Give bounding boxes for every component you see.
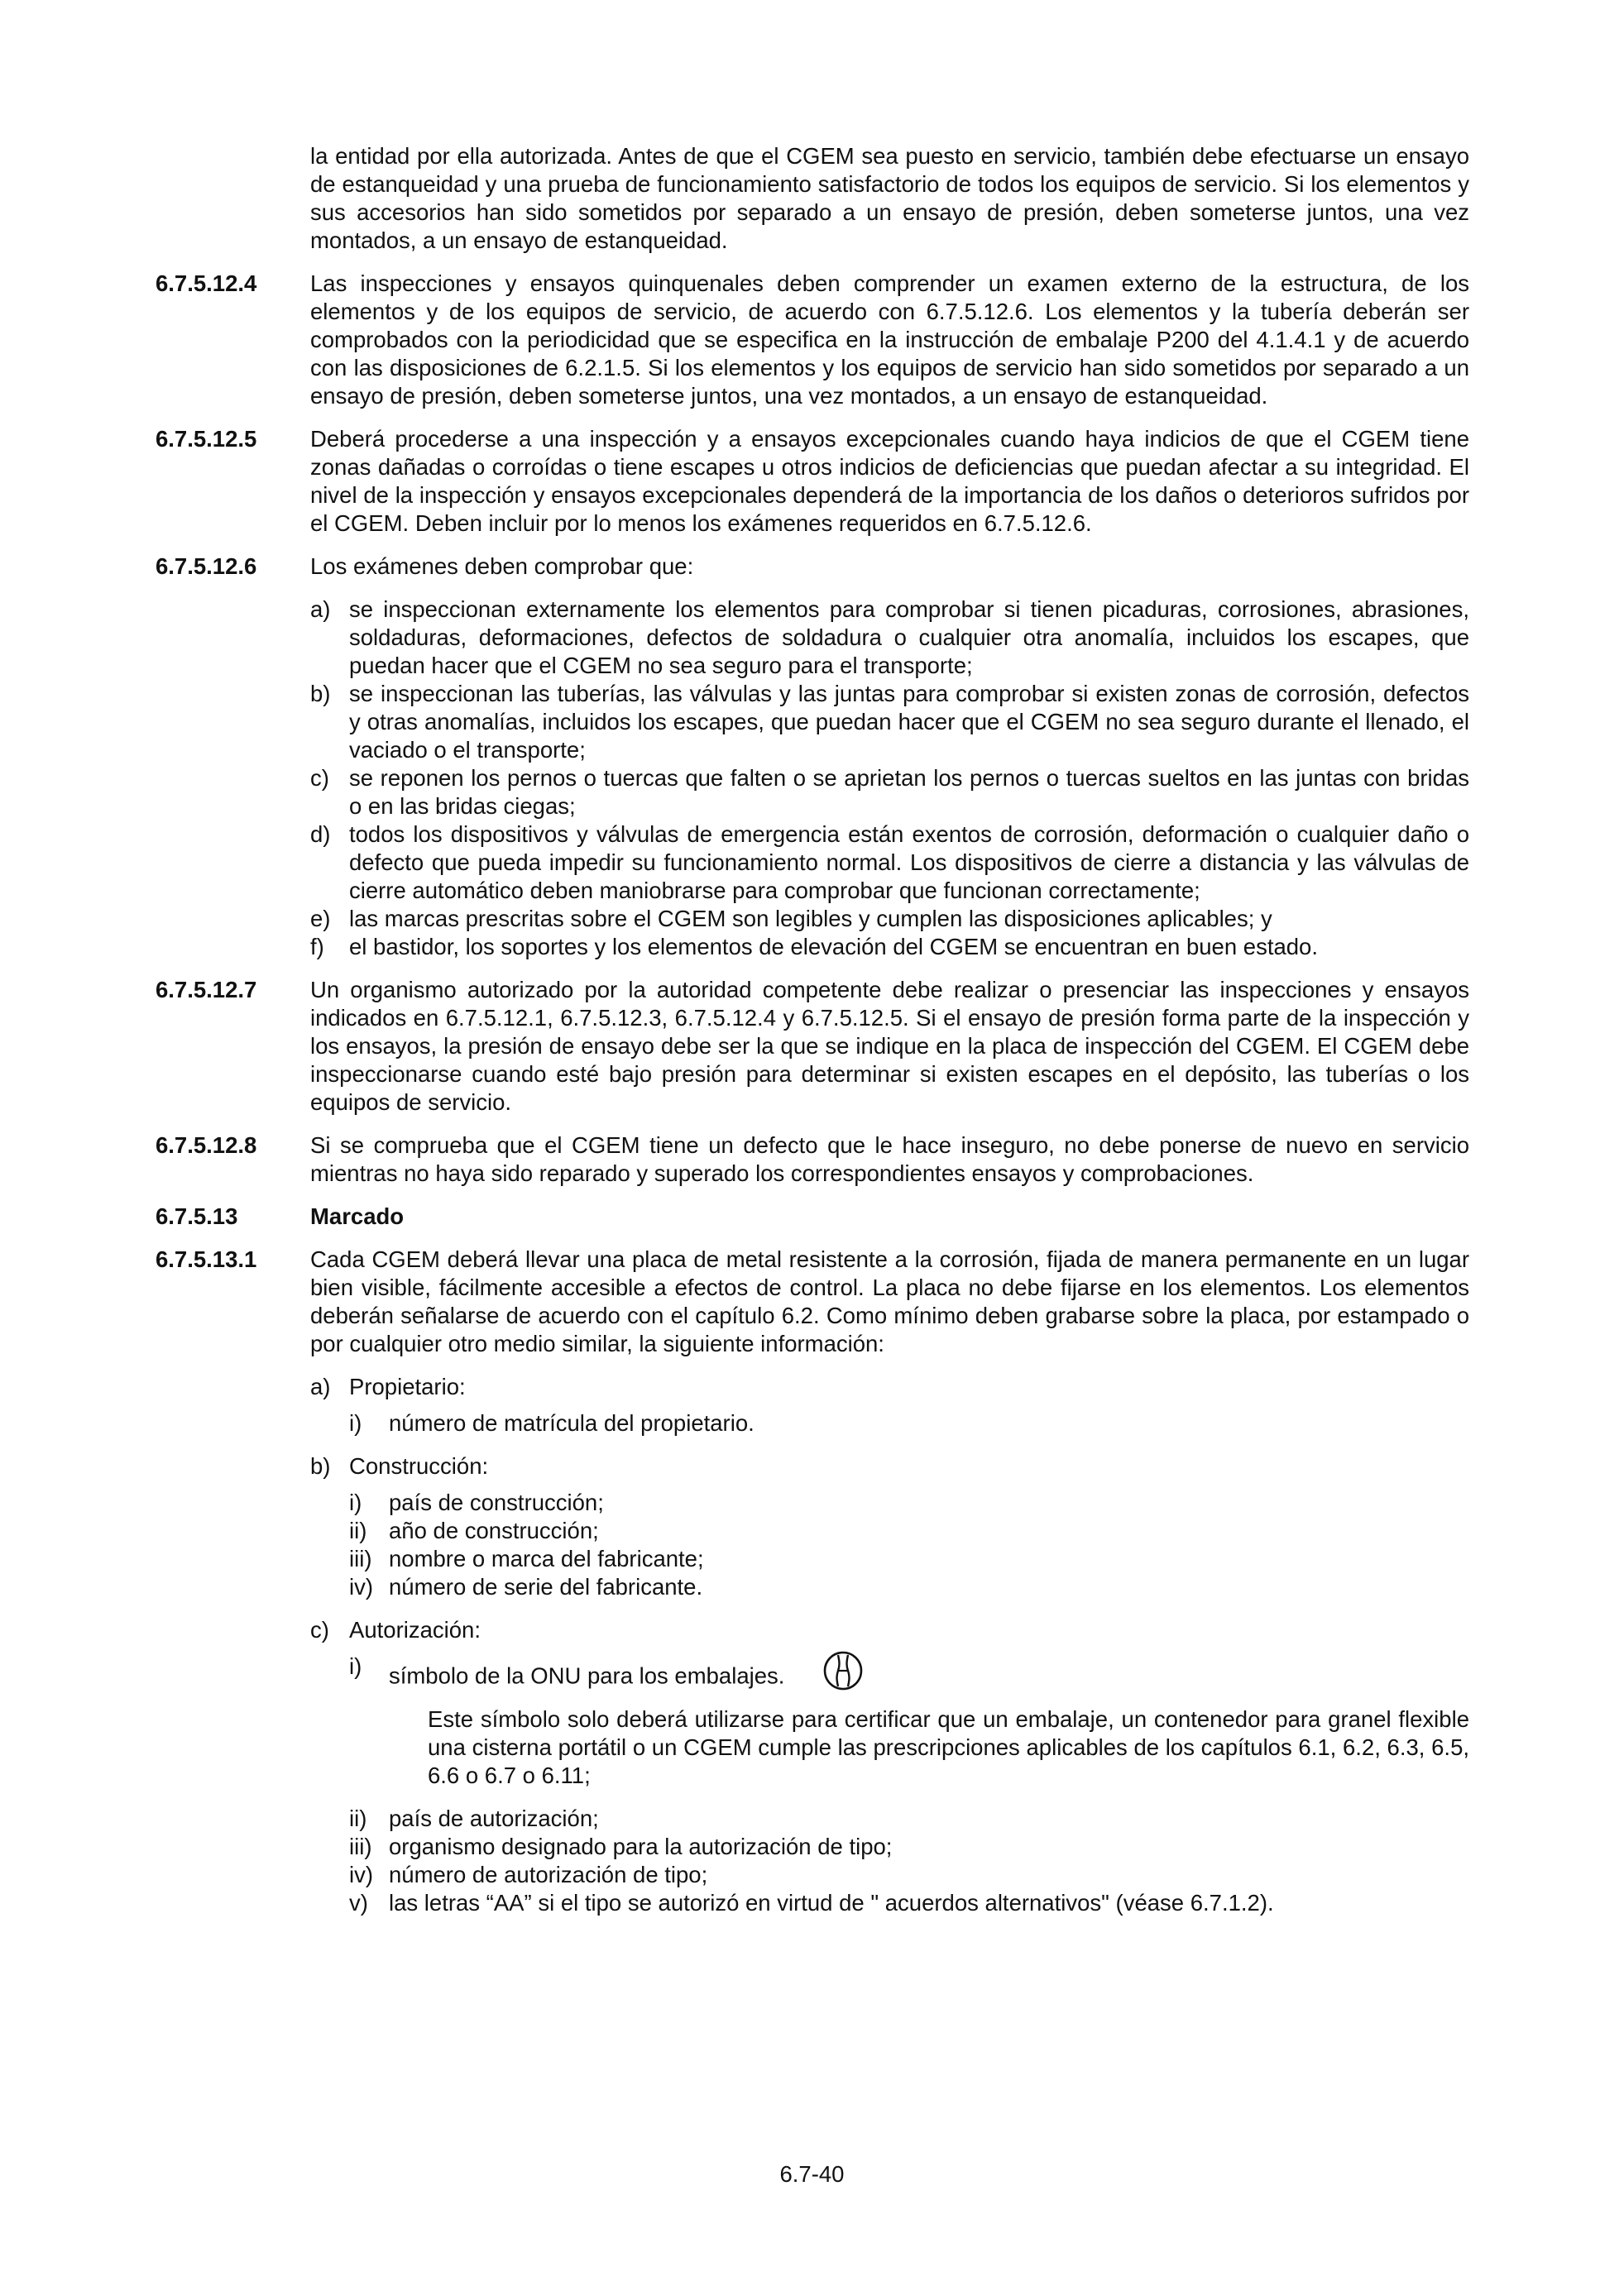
section-6-7-5-13-heading (156, 1203, 1469, 1231)
section-number: 6.7.5.13.1 (156, 1246, 257, 1272)
list-item-construction (310, 1452, 1469, 1480)
sublist-item (349, 1409, 1469, 1437)
section-number: 6.7.5.12.7 (156, 977, 257, 1002)
list-item-text: Autorización: (349, 1617, 481, 1643)
section-number: 6.7.5.12.6 (156, 553, 257, 579)
list-item-authorization (310, 1616, 1469, 1644)
list-marker: v) (349, 1890, 368, 1916)
list-item-text: número de serie del fabricante. (389, 1574, 703, 1600)
list-marker: iv) (349, 1574, 374, 1600)
section-text: Un organismo autorizado por la autoridad competente debe realizar o presenciar las inspecciones y ensayos indicados en 6.7.5.12.1, 6.7.5.12.3, 6.7.5.12.4 y 6.7.5.12.5. Si el ensayo de presión forma parte de la inspección y los ensayos, la presión de ensayo debe ser la que se indique en la placa de inspección del CGEM. El CGEM debe inspeccionarse cuando esté bajo presión para determinar si existen escapes en el depósito, las tuberías o los equipos de servicio. (310, 977, 1469, 1115)
document-page (156, 142, 1469, 1932)
examination-list (310, 596, 1469, 961)
list-marker: iii) (349, 1546, 372, 1571)
section-text: Deberá procederse a una inspección y a ensayos excepcionales cuando haya indicios de que el CGEM tiene zonas dañadas o corroídas o tiene escapes u otros indicios de deficiencias que puedan afectar a su integridad. El nivel de la inspección y ensayos excepcionales dependerá de la importancia de los daños o deterioros sufridos por el CGEM. Deben incluir por lo menos los exámenes requeridos en 6.7.5.12.6. (310, 426, 1469, 536)
sublist-item (349, 1833, 1469, 1861)
list-item-text: se inspeccionan externamente los elementos para comprobar si tienen picaduras, corrosiones, abrasiones, soldaduras, deformaciones, defectos de soldadura o cualquier otra anomalía, incluidos los escapes, que puedan hacer que el CGEM no sea seguro para el transporte; (349, 596, 1469, 678)
section-6-7-5-12-6 (156, 552, 1469, 581)
sublist-item (349, 1517, 1469, 1545)
un-packaging-symbol-icon (822, 1649, 864, 1699)
list-marker: f) (310, 934, 324, 959)
sublist-item (349, 1805, 1469, 1833)
section-number: 6.7.5.12.4 (156, 270, 257, 296)
list-item (310, 933, 1469, 961)
section-number: 6.7.5.13 (156, 1203, 238, 1229)
list-marker: a) (310, 596, 331, 622)
list-marker: b) (310, 1453, 331, 1479)
list-marker: e) (310, 906, 331, 931)
authorization-sublist (349, 1653, 1469, 1917)
list-marker: i) (349, 1490, 362, 1515)
sublist-item (349, 1573, 1469, 1601)
list-marker: ii) (349, 1518, 367, 1543)
page-number: 6.7-40 (779, 2161, 845, 2187)
list-item-text: número de autorización de tipo; (389, 1862, 708, 1887)
list-item (310, 905, 1469, 933)
sublist-item (349, 1489, 1469, 1517)
list-item-text: se reponen los pernos o tuercas que falten o se aprietan los pernos o tuercas sueltos en las juntas con bridas o en las bridas ciegas; (349, 765, 1469, 819)
list-item-text: las marcas prescritas sobre el CGEM son legibles y cumplen las disposiciones aplicables; y (349, 906, 1272, 931)
section-text: Las inspecciones y ensayos quinquenales deben comprender un examen externo de la estructura, de los elementos y de los equipos de servicio, de acuerdo con 6.7.5.12.6. Los elementos y la tubería deberán ser comprobados con la periodicidad que se especifica en la instrucción de embalaje P200 del 4.1.4.1 y de acuerdo con las disposiciones de 6.2.1.5. Si los elementos y los equipos de servicio han sido sometidos por separado a un ensayo de presión, deben someterse juntos, una vez montados, a un ensayo de estanqueidad. (310, 270, 1469, 409)
owner-sublist (349, 1409, 1469, 1437)
section-number: 6.7.5.12.8 (156, 1132, 257, 1158)
un-symbol-note: Este símbolo solo deberá utilizarse para certificar que un embalaje, un contenedor para granel flexible una cisterna portátil o un CGEM cumple las prescripciones aplicables de los capítulos 6.1, 6.2, 6.3, 6.5, 6.6 o 6.7 o 6.11; (428, 1706, 1469, 1788)
list-item-text: organismo designado para la autorización de tipo; (389, 1834, 893, 1859)
list-marker: iii) (349, 1834, 372, 1859)
list-item-text: todos los dispositivos y válvulas de emergencia están exentos de corrosión, deformación o cualquier daño o defecto que pueda impedir su funcionamiento normal. Los dispositivos de cierre a distancia y las válvulas de cierre automático deben maniobrarse para comprobar que funcionan correctamente; (349, 821, 1469, 903)
section-6-7-5-12-8 (156, 1131, 1469, 1188)
section-number: 6.7.5.12.5 (156, 426, 257, 452)
intro-paragraph (156, 142, 1469, 255)
list-item-text: se inspeccionan las tuberías, las válvulas y las juntas para comprobar si existen zonas de corrosión, defectos y otras anomalías, incluidos los escapes, que puedan hacer que el CGEM no sea seguro durante el llenado, el vaciado o el transporte; (349, 681, 1469, 763)
list-item-text: número de matrícula del propietario. (389, 1410, 755, 1436)
list-marker: c) (310, 765, 329, 791)
list-item (310, 596, 1469, 680)
list-marker: ii) (349, 1806, 367, 1831)
section-6-7-5-12-4 (156, 270, 1469, 410)
list-item-text: las letras “AA” si el tipo se autorizó en virtud de " acuerdos alternativos" (véase 6.7.1.2). (389, 1890, 1274, 1916)
marking-list (310, 1373, 1469, 1917)
section-heading: Marcado (310, 1203, 405, 1229)
list-item-text: el bastidor, los soportes y los elementos de elevación del CGEM se encuentran en buen estado. (349, 934, 1318, 959)
sublist-item (349, 1861, 1469, 1889)
list-item-text: país de construcción; (389, 1490, 604, 1515)
list-item-text: Construcción: (349, 1453, 489, 1479)
list-item-text: año de construcción; (389, 1518, 599, 1543)
list-marker: c) (310, 1617, 329, 1643)
construction-sublist (349, 1489, 1469, 1601)
list-item-owner (310, 1373, 1469, 1401)
list-marker: b) (310, 681, 331, 706)
list-item (310, 820, 1469, 905)
section-text: Los exámenes deben comprobar que: (310, 553, 694, 579)
section-6-7-5-13-1 (156, 1246, 1469, 1358)
section-6-7-5-12-5 (156, 425, 1469, 538)
section-text: Cada CGEM deberá llevar una placa de metal resistente a la corrosión, fijada de manera permanente en un lugar bien visible, fácilmente accesible a efectos de control. La placa no debe fijarse en los elementos. Los elementos deberán señalarse de acuerdo con el capítulo 6.2. Como mínimo deben grabarse sobre la placa, por estampado o por cualquier otro medio similar, la siguiente información: (310, 1246, 1469, 1356)
section-text: Si se comprueba que el CGEM tiene un defecto que le hace inseguro, no debe ponerse de nuevo en servicio mientras no haya sido reparado y superado los correspondientes ensayos y comprobaciones. (310, 1132, 1469, 1186)
list-item-text: país de autorización; (389, 1806, 599, 1831)
sublist-item (349, 1653, 1469, 1702)
list-marker: d) (310, 821, 331, 847)
list-item (310, 764, 1469, 820)
sublist-item (349, 1889, 1469, 1917)
list-item-text: Propietario: (349, 1374, 466, 1399)
list-item-text: nombre o marca del fabricante; (389, 1546, 704, 1571)
sublist-item (349, 1545, 1469, 1573)
list-marker: i) (349, 1410, 362, 1436)
list-marker: iv) (349, 1862, 374, 1887)
section-6-7-5-12-7 (156, 976, 1469, 1117)
list-item (310, 680, 1469, 764)
intro-text: la entidad por ella autorizada. Antes de que el CGEM sea puesto en servicio, también debe efectuarse un ensayo de estanqueidad y una prueba de funcionamiento satisfactorio de todos los equipos de servicio. Si los elementos y sus accesorios han sido sometidos por separado a un ensayo de presión, deben someterse juntos, una vez montados, a un ensayo de estanqueidad. (310, 143, 1469, 253)
list-marker: i) (349, 1653, 362, 1679)
list-item-text: símbolo de la ONU para los embalajes. (389, 1662, 785, 1689)
list-marker: a) (310, 1374, 331, 1399)
